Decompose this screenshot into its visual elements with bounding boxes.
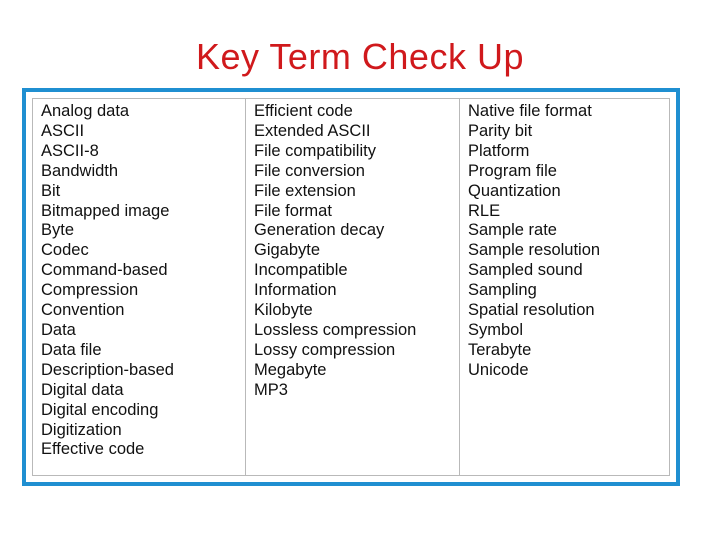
term-item: Efficient code (254, 102, 353, 120)
term-column-1 (33, 99, 246, 475)
term-item: Terabyte (468, 340, 532, 359)
term-item: File format (254, 201, 332, 220)
term-item: File conversion (254, 161, 365, 180)
term-item: Description-based (41, 360, 174, 379)
term-item: Compression (41, 281, 139, 300)
term-item: Sample resolution (468, 241, 601, 260)
term-item: Sampling (468, 281, 537, 300)
term-item: Bandwidth (41, 161, 119, 180)
term-item: Generation decay (254, 221, 385, 240)
term-item: Lossless compression (254, 320, 417, 339)
term-item: Data (41, 320, 76, 339)
slide-title: Key Term Check Up (196, 36, 524, 77)
term-item: Sampled sound (468, 261, 583, 280)
key-term-frame (22, 88, 680, 486)
term-item: ASCII-8 (41, 141, 99, 160)
term-column-3 (460, 99, 669, 475)
term-item: Spatial resolution (468, 301, 595, 320)
term-item: File compatibility (254, 141, 376, 160)
term-item: Effective code (41, 440, 145, 459)
term-item: Kilobyte (254, 301, 313, 320)
term-item: Information (254, 281, 337, 300)
term-item: Extended ASCII (254, 121, 371, 140)
term-item: Native file format (468, 102, 592, 120)
term-item: Program file (468, 161, 557, 180)
term-item: Codec (41, 241, 89, 260)
term-item: Gigabyte (254, 241, 321, 260)
term-column-2 (246, 99, 460, 475)
term-item: Digital encoding (41, 400, 159, 419)
term-item: Megabyte (254, 360, 327, 379)
term-item: Lossy compression (254, 340, 396, 359)
term-item: Analog data (41, 102, 130, 120)
term-item: Sample rate (468, 221, 557, 240)
term-item: File extension (254, 181, 356, 200)
term-item: Byte (41, 221, 75, 240)
term-item: Quantization (468, 181, 561, 200)
term-item: Data file (41, 340, 102, 359)
term-item: Parity bit (468, 121, 533, 140)
key-term-table (32, 98, 670, 476)
term-item: Platform (468, 141, 530, 160)
term-item: RLE (468, 201, 501, 220)
term-item: Incompatible (254, 261, 348, 280)
term-item: Unicode (468, 360, 529, 379)
term-item: Convention (41, 301, 125, 320)
term-item: Bit (41, 181, 61, 200)
term-item: Command-based (41, 261, 168, 280)
term-item: MP3 (254, 380, 288, 399)
term-item: Symbol (468, 320, 524, 339)
term-item: Bitmapped image (41, 201, 170, 220)
term-item: Digital data (41, 380, 124, 399)
term-item: Digitization (41, 420, 122, 439)
term-item: ASCII (41, 121, 85, 140)
